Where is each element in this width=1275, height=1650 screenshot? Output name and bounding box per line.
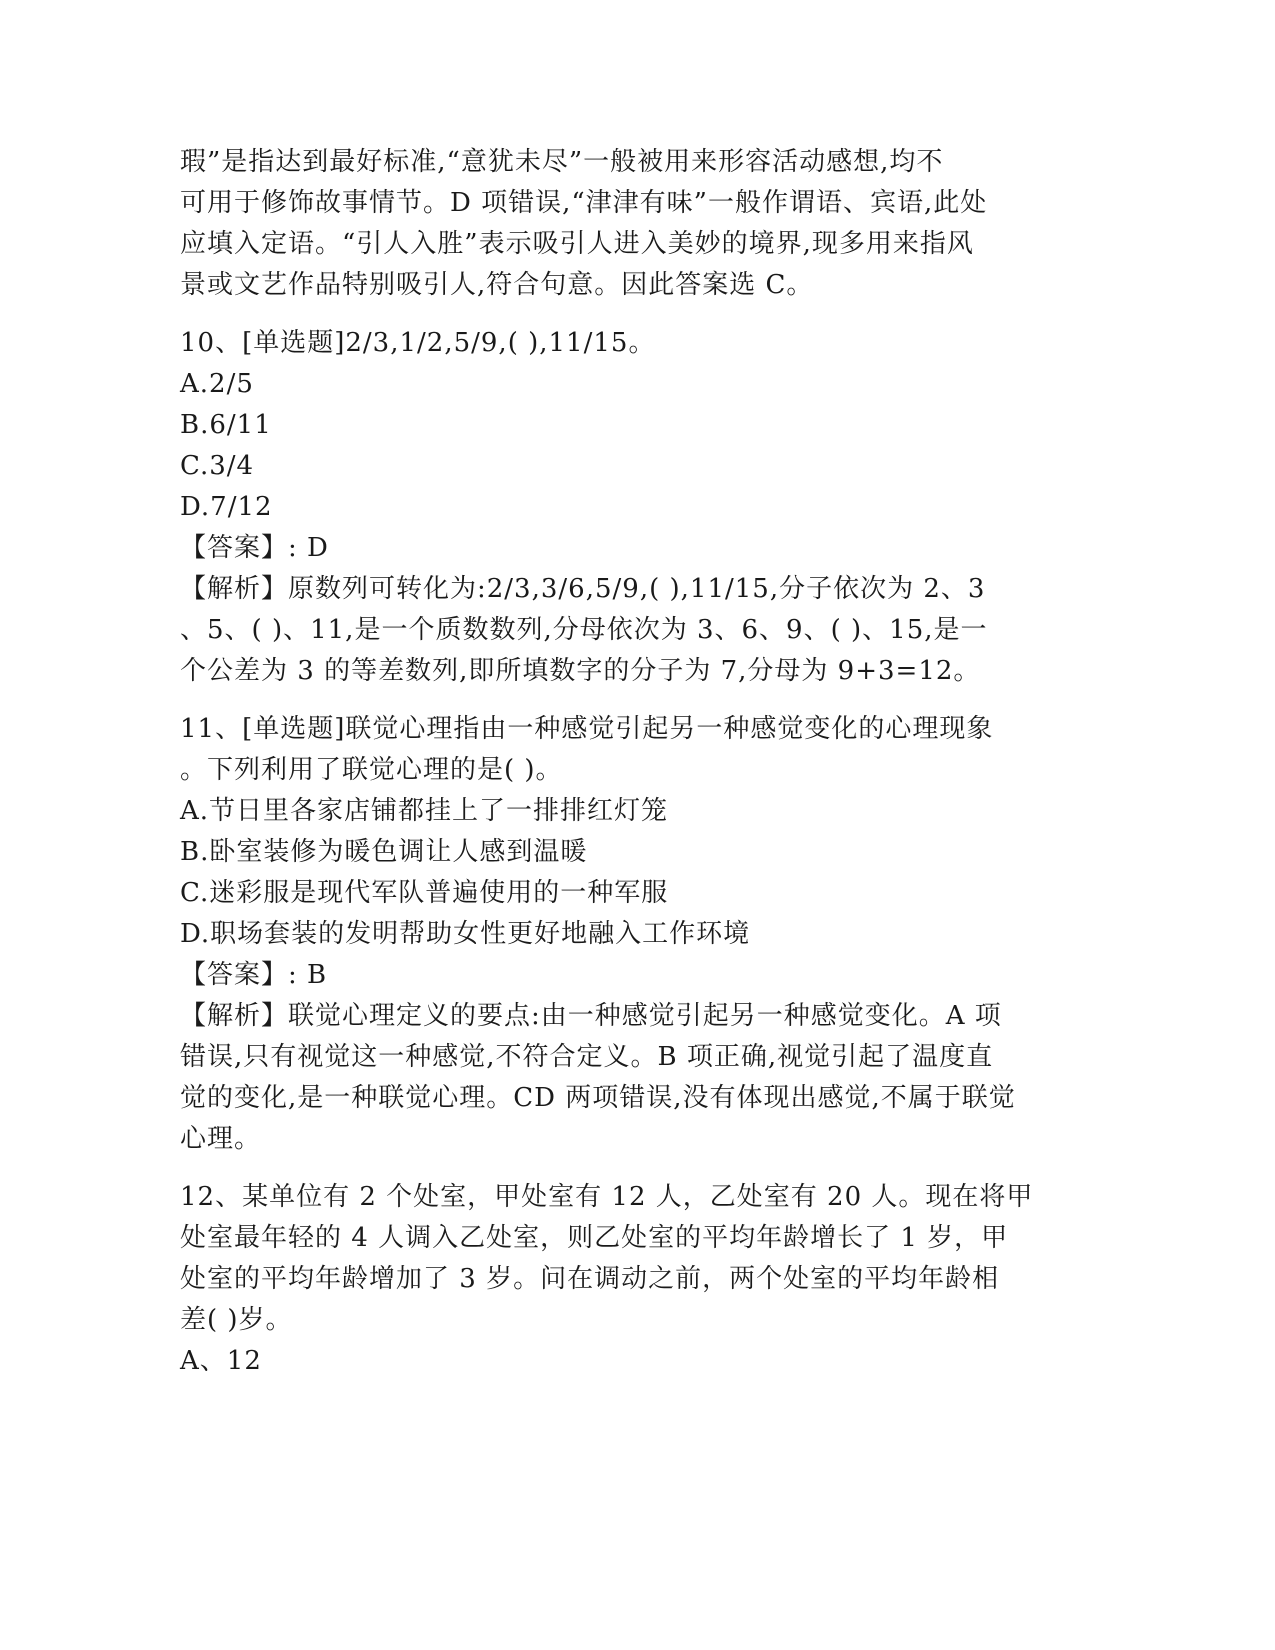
option-b: B.6/11 [180, 410, 272, 440]
paragraph-gap [180, 306, 1040, 323]
option-a: A.2/5 [180, 369, 254, 399]
analysis-line: 【解析】原数列可转化为:2/3,3/6,5/9,( ),11/15,分子依次为 2、3 [180, 574, 986, 604]
text-line: 可用于修饰故事情节。D 项错误,“津津有味”一般作谓语、宾语,此处 [180, 188, 988, 218]
question-10 [180, 323, 1040, 692]
question-stem: 差( )岁。 [180, 1305, 293, 1335]
paragraph-gap [180, 1160, 1040, 1177]
question-stem: 10、[单选题]2/3,1/2,5/9,( ),11/15。 [180, 328, 656, 358]
question-stem: 12、某单位有 2 个处室，甲处室有 12 人，乙处室有 20 人。现在将甲 [180, 1182, 1034, 1212]
answer-line: 【答案】: B [180, 960, 328, 990]
question-11 [180, 709, 1040, 1160]
option-b: B.卧室装修为暖色调让人感到温暖 [180, 837, 588, 867]
question-stem: 。下列利用了联觉心理的是( )。 [180, 755, 563, 785]
analysis-line: 、5、( )、11,是一个质数数列,分母依次为 3、6、9、( )、15,是一 [180, 615, 988, 645]
question-stem: 11、[单选题]联觉心理指由一种感觉引起另一种感觉变化的心理现象 [180, 714, 994, 744]
option-a: A.节日里各家店铺都挂上了一排排红灯笼 [180, 796, 669, 826]
analysis-line: 个公差为 3 的等差数列,即所填数字的分子为 7,分母为 9+3=12。 [180, 656, 981, 686]
option-d: D.职场套装的发明帮助女性更好地融入工作环境 [180, 919, 751, 949]
document-page [180, 142, 1040, 1382]
option-d: D.7/12 [180, 492, 273, 522]
paragraph-gap [180, 692, 1040, 709]
text-line: 景或文艺作品特别吸引人,符合句意。因此答案选 C。 [180, 270, 814, 300]
option-c: C.3/4 [180, 451, 255, 481]
question-9-analysis-tail [180, 142, 1040, 306]
question-stem: 处室最年轻的 4 人调入乙处室，则乙处室的平均年龄增长了 1 岁，甲 [180, 1223, 1009, 1253]
question-12 [180, 1177, 1040, 1382]
answer-line: 【答案】: D [180, 533, 329, 563]
question-stem: 处室的平均年龄增加了 3 岁。问在调动之前，两个处室的平均年龄相 [180, 1264, 1000, 1294]
text-line: 应填入定语。“引人入胜”表示吸引人进入美妙的境界,现多用来指风 [180, 229, 974, 259]
text-line: 瑕”是指达到最好标准,“意犹未尽”一般被用来形容活动感想,均不 [180, 147, 944, 177]
analysis-line: 错误,只有视觉这一种感觉,不符合定义。B 项正确,视觉引起了温度直 [180, 1042, 994, 1072]
analysis-line: 心理。 [180, 1124, 262, 1154]
analysis-line: 【解析】联觉心理定义的要点:由一种感觉引起另一种感觉变化。A 项 [180, 1001, 1002, 1031]
option-a: A、12 [180, 1346, 262, 1376]
option-c: C.迷彩服是现代军队普遍使用的一种军服 [180, 878, 669, 908]
analysis-line: 觉的变化,是一种联觉心理。CD 两项错误,没有体现出感觉,不属于联觉 [180, 1083, 1016, 1113]
